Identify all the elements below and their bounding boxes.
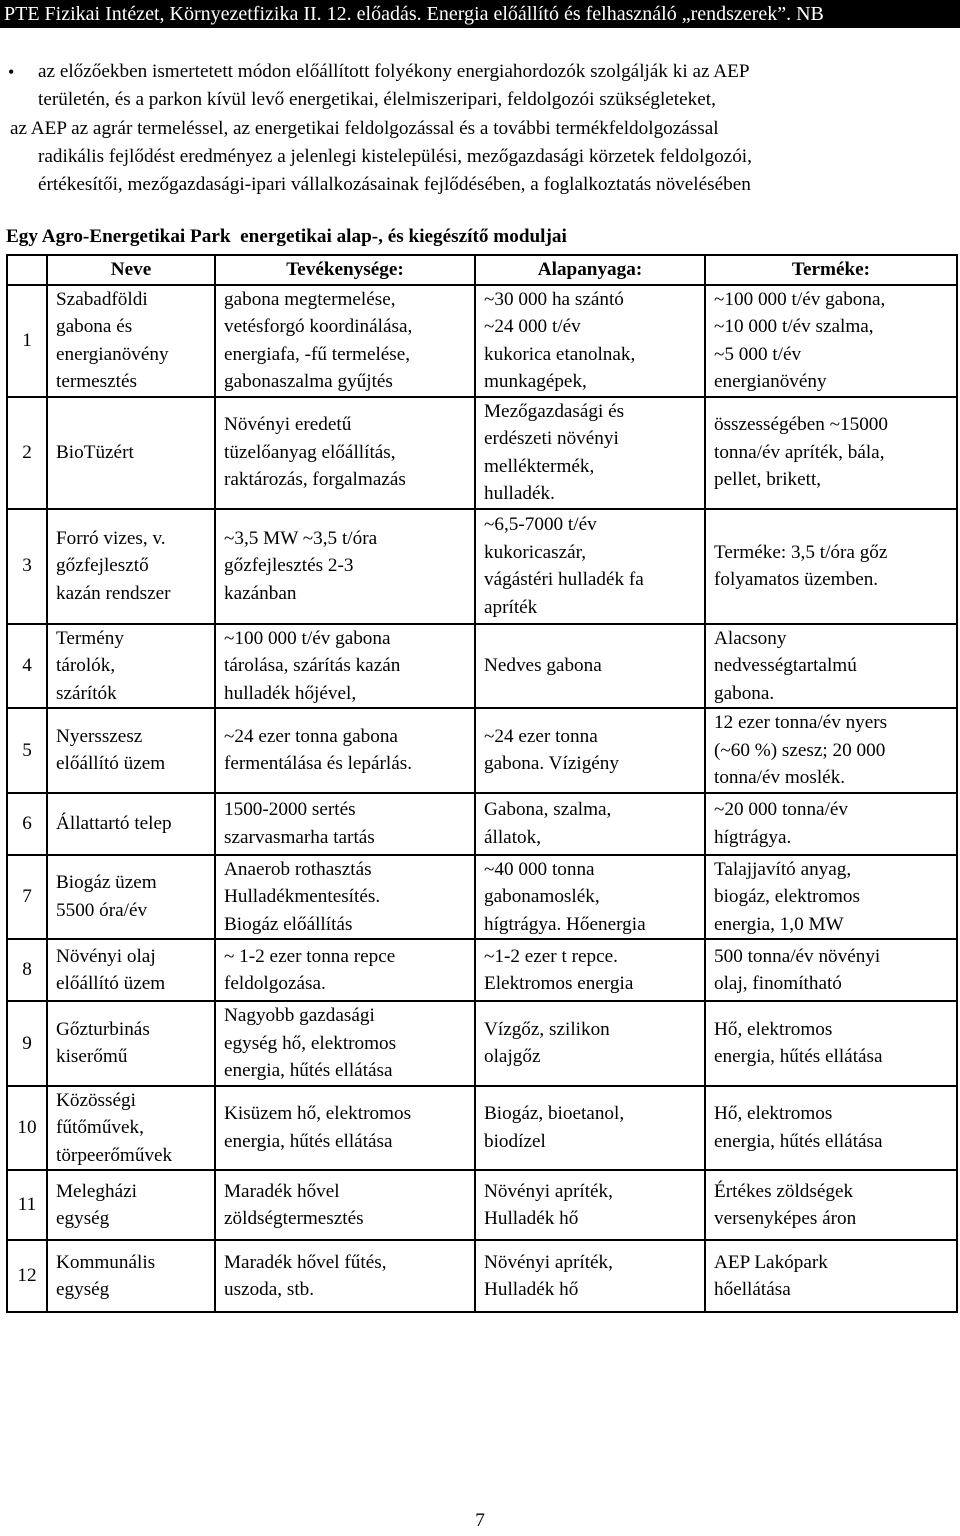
cell-text: ~1-2 ezer t repce. <box>484 945 618 967</box>
table-row <box>7 1240 957 1312</box>
cell-text: energianövény <box>56 343 169 365</box>
cell-text: ~3,5 MW ~3,5 t/óra <box>224 527 378 549</box>
cell-activity <box>215 1086 475 1171</box>
cell-text: Anaerob rothasztás <box>224 858 372 880</box>
cell-text: Nyersszesz <box>56 725 143 747</box>
cell-text: feldolgozása. <box>224 973 326 994</box>
cell-text: vetésforgó koordinálása, <box>224 316 413 337</box>
cell-text: versenyképes áron <box>714 1208 857 1229</box>
cell-text: biogáz, elektromos <box>714 886 860 907</box>
row-number: 8 <box>7 939 47 1001</box>
cell-text: gabona és <box>56 316 133 337</box>
cell-text: Terméke: 3,5 t/óra gőz <box>714 541 888 563</box>
cell-text: Biogáz üzem <box>56 872 157 894</box>
cell-text: hulladék. <box>484 483 555 504</box>
cell-text: Gőzturbinás <box>56 1018 150 1040</box>
table-row <box>7 285 957 397</box>
cell-text: kiserőmű <box>56 1046 128 1068</box>
cell-text: folyamatos üzemben. <box>714 569 879 590</box>
cell-text: szárítók <box>56 682 117 704</box>
table-row <box>7 1001 957 1086</box>
section-title: Egy Agro-Energetikai Park energetikai alap-, és kiegészítő moduljai <box>6 226 567 247</box>
cell-product <box>705 397 957 509</box>
table-row <box>7 509 957 624</box>
row-number: 11 <box>7 1170 47 1240</box>
cell-text: Talajjavító anyag, <box>714 858 852 880</box>
cell-name <box>47 285 215 397</box>
cell-material <box>475 1086 705 1171</box>
cell-text: Elektromos energia <box>484 973 634 994</box>
cell-text: tárolók, <box>56 655 116 676</box>
header-name: Neve <box>47 255 215 285</box>
cell-name <box>47 855 215 940</box>
cell-name <box>47 793 215 855</box>
row-number: 2 <box>7 397 47 509</box>
cell-text: hígtrágya. Hőenergia <box>484 913 646 935</box>
row-number: 9 <box>7 1001 47 1086</box>
cell-material <box>475 708 705 793</box>
bullet-icon: • <box>8 62 15 82</box>
cell-text: gőzfejlesztő <box>56 555 149 577</box>
intro-line: az AEP az agrár termeléssel, az energetikai feldolgozással és a további termékfeldolgozással <box>10 117 719 139</box>
cell-product <box>705 708 957 793</box>
cell-product <box>705 939 957 1001</box>
cell-text: gőzfejlesztés 2-3 <box>224 555 354 577</box>
row-number: 3 <box>7 509 47 624</box>
cell-text: energia, hűtés ellátása <box>714 1046 883 1068</box>
cell-name <box>47 509 215 624</box>
table-row <box>7 793 957 855</box>
cell-text: Vízgőz, szilikon <box>484 1018 610 1040</box>
table-row <box>7 855 957 940</box>
cell-product <box>705 855 957 940</box>
cell-text: energianövény <box>714 371 827 392</box>
cell-text: biodízel <box>484 1130 546 1152</box>
cell-text: tüzelőanyag előállítás, <box>224 441 396 463</box>
cell-text: AEP Lakópark <box>714 1251 828 1273</box>
cell-text: kazán rendszer <box>56 582 171 604</box>
cell-text: ~6,5-7000 t/év <box>484 514 597 535</box>
cell-text: előállító üzem <box>56 753 166 775</box>
intro-line: értékesítői, mezőgazdasági-ipari vállalkozásainak fejlődésében, a foglalkoztatás növelésében <box>38 174 751 196</box>
cell-text: egység <box>56 1279 110 1300</box>
intro-line: az előzőekben ismertetett módon előállított folyékony energiahordozók szolgálják ki az AEP <box>38 61 750 82</box>
cell-name <box>47 1170 215 1240</box>
cell-activity <box>215 624 475 709</box>
table-row <box>7 1086 957 1171</box>
cell-text: állatok, <box>484 826 542 848</box>
cell-product <box>705 1086 957 1171</box>
cell-product <box>705 1170 957 1240</box>
table-header-row <box>7 255 957 285</box>
cell-text: gabona. Vízigény <box>484 753 619 775</box>
cell-text: zöldségtermesztés <box>224 1208 364 1229</box>
cell-text: Szabadföldi <box>56 288 148 310</box>
cell-text: pellet, brikett, <box>714 469 822 491</box>
cell-text: termesztés <box>56 371 137 392</box>
header-activity: Tevékenysége: <box>215 255 475 285</box>
cell-text: gabonaszalma gyűjtés <box>224 371 393 392</box>
cell-text: Mezőgazdasági és <box>484 400 625 422</box>
cell-text: kukoricaszár, <box>484 541 587 563</box>
cell-text: olaj, finomítható <box>714 973 842 994</box>
cell-name <box>47 708 215 793</box>
page-number: 7 <box>475 1510 485 1531</box>
cell-text: hígtrágya. <box>714 826 792 848</box>
cell-text: tárolása, szárítás kazán <box>224 655 401 676</box>
cell-product <box>705 624 957 709</box>
cell-text: Forró vizes, v. <box>56 527 166 549</box>
cell-text: Hulladék hő <box>484 1279 579 1300</box>
intro-line: területén, és a parkon kívül levő energetikai, élelmiszeripari, feldolgozói szükségleteket, <box>38 89 716 111</box>
cell-name <box>47 624 215 709</box>
cell-text: fermentálása és lepárlás. <box>224 753 413 775</box>
cell-text: uszoda, stb. <box>224 1279 315 1300</box>
cell-material <box>475 1001 705 1086</box>
cell-text: ~5 000 t/év <box>714 343 802 365</box>
cell-text: ~20 000 tonna/év <box>714 799 849 820</box>
cell-text: fűtőművek, <box>56 1117 144 1138</box>
cell-material <box>475 1170 705 1240</box>
intro-paragraph <box>10 58 955 199</box>
cell-activity <box>215 855 475 940</box>
cell-text: Termény <box>56 627 124 649</box>
cell-text: Hulladék hő <box>484 1208 579 1229</box>
cell-text: Melegházi <box>56 1180 137 1202</box>
cell-product <box>705 509 957 624</box>
cell-text: Növényi apríték, <box>484 1251 613 1273</box>
intro-line: radikális fejlődést eredményez a jelenlegi kistelepülési, mezőgazdasági körzetek feldolgozói, <box>38 145 752 167</box>
page-header: PTE Fizikai Intézet, Környezetfizika II. 12. előadás. Energia előállító és felhasználó „rendszerek”. NB <box>0 0 960 28</box>
row-number: 4 <box>7 624 47 709</box>
cell-text: Gabona, szalma, <box>484 799 612 820</box>
cell-text: ~40 000 tonna <box>484 858 595 880</box>
cell-text: raktározás, forgalmazás <box>224 469 406 491</box>
cell-text: egység <box>56 1208 110 1229</box>
cell-text: Növényi olaj <box>56 945 156 967</box>
cell-text: erdészeti növényi <box>484 428 619 449</box>
cell-text: gabona megtermelése, <box>224 288 396 310</box>
cell-material <box>475 793 705 855</box>
cell-text: vágástéri hulladék fa <box>484 569 644 590</box>
cell-text: Hő, elektromos <box>714 1018 833 1040</box>
cell-text: ~24 ezer tonna <box>484 725 598 747</box>
cell-product <box>705 1240 957 1312</box>
cell-text: munkagépek, <box>484 371 587 392</box>
cell-text: összességében ~15000 <box>714 414 888 436</box>
cell-activity <box>215 793 475 855</box>
cell-text: Maradék hővel fűtés, <box>224 1251 387 1273</box>
cell-text: melléktermék, <box>484 455 595 477</box>
cell-text: ~30 000 ha szántó <box>484 288 624 310</box>
cell-name <box>47 397 215 509</box>
cell-material <box>475 1240 705 1312</box>
cell-text: ~24 ezer tonna gabona <box>224 725 398 747</box>
cell-material <box>475 939 705 1001</box>
cell-text: 5500 óra/év <box>56 899 148 921</box>
cell-text: hulladék hőjével, <box>224 682 357 704</box>
cell-text: energia, hűtés ellátása <box>714 1130 883 1152</box>
cell-activity <box>215 285 475 397</box>
table-row <box>7 939 957 1001</box>
cell-activity <box>215 708 475 793</box>
header-num <box>7 255 47 285</box>
table-row <box>7 624 957 709</box>
cell-text: 1500-2000 sertés <box>224 799 356 820</box>
cell-text: előállító üzem <box>56 973 166 994</box>
cell-text: Biogáz előállítás <box>224 913 353 935</box>
cell-product <box>705 793 957 855</box>
cell-text: nedvességtartalmú <box>714 655 857 676</box>
cell-activity <box>215 939 475 1001</box>
cell-text: Biogáz, bioetanol, <box>484 1103 625 1125</box>
cell-text: hőellátása <box>714 1279 791 1300</box>
cell-text: gabona. <box>714 682 775 704</box>
table-body <box>7 285 957 1313</box>
cell-product <box>705 285 957 397</box>
cell-text: tonna/év moslék. <box>714 767 846 788</box>
cell-text: Értékes zöldségek <box>714 1180 854 1202</box>
table-row <box>7 397 957 509</box>
cell-activity <box>215 1001 475 1086</box>
cell-material <box>475 285 705 397</box>
cell-text: olajgőz <box>484 1046 541 1068</box>
cell-text: energia, hűtés ellátása <box>224 1130 393 1152</box>
cell-text: gabonamoslék, <box>484 886 600 907</box>
cell-text: ~100 000 t/év gabona, <box>714 288 886 310</box>
cell-text: (~60 %) szesz; 20 000 <box>714 739 886 761</box>
cell-text: Nagyobb gazdasági <box>224 1005 375 1026</box>
cell-text: Közösségi <box>56 1089 136 1111</box>
cell-text: kazánban <box>224 582 297 604</box>
table-row <box>7 1170 957 1240</box>
cell-text: ~ 1-2 ezer tonna repce <box>224 945 396 967</box>
cell-text: BioTüzért <box>56 441 134 463</box>
row-number: 7 <box>7 855 47 940</box>
cell-material <box>475 624 705 709</box>
cell-material <box>475 855 705 940</box>
cell-text: Maradék hővel <box>224 1180 340 1202</box>
cell-text: kukorica etanolnak, <box>484 343 636 365</box>
row-number: 5 <box>7 708 47 793</box>
row-number: 12 <box>7 1240 47 1312</box>
cell-text: szarvasmarha tartás <box>224 826 375 848</box>
cell-text: Hulladékmentesítés. <box>224 886 381 907</box>
cell-activity <box>215 397 475 509</box>
cell-text: Kommunális <box>56 1251 156 1273</box>
row-number: 6 <box>7 793 47 855</box>
cell-text: energiafa, -fű termelése, <box>224 343 411 365</box>
row-number: 1 <box>7 285 47 397</box>
cell-text: Növényi apríték, <box>484 1180 613 1202</box>
cell-activity <box>215 1240 475 1312</box>
cell-activity <box>215 1170 475 1240</box>
cell-material <box>475 509 705 624</box>
table-row <box>7 708 957 793</box>
cell-product <box>705 1001 957 1086</box>
cell-text: Kisüzem hő, elektromos <box>224 1103 412 1125</box>
row-number: 10 <box>7 1086 47 1171</box>
cell-text: ~100 000 t/év gabona <box>224 627 391 649</box>
cell-text: Hő, elektromos <box>714 1103 833 1125</box>
cell-text: törpeerőművek <box>56 1144 173 1166</box>
cell-text: ~10 000 t/év szalma, <box>714 316 874 337</box>
header-product: Terméke: <box>705 255 957 285</box>
cell-text: apríték <box>484 596 538 618</box>
modules-table <box>6 254 958 1313</box>
cell-text: Alacsony <box>714 627 787 649</box>
header-material: Alapanyaga: <box>475 255 705 285</box>
cell-text: ~24 000 t/év <box>484 316 581 337</box>
cell-material <box>475 397 705 509</box>
cell-text: 500 tonna/év növényi <box>714 945 881 967</box>
cell-text: energia, 1,0 MW <box>714 913 844 935</box>
cell-text: Nedves gabona <box>484 655 602 676</box>
cell-text: energia, hűtés ellátása <box>224 1060 393 1081</box>
cell-name <box>47 1240 215 1312</box>
cell-text: Állattartó telep <box>56 812 172 834</box>
cell-name <box>47 939 215 1001</box>
cell-name <box>47 1086 215 1171</box>
cell-text: Növényi eredetű <box>224 414 352 436</box>
cell-activity <box>215 509 475 624</box>
cell-text: egység hő, elektromos <box>224 1032 397 1054</box>
cell-name <box>47 1001 215 1086</box>
cell-text: 12 ezer tonna/év nyers <box>714 712 888 733</box>
cell-text: tonna/év apríték, bála, <box>714 441 885 463</box>
